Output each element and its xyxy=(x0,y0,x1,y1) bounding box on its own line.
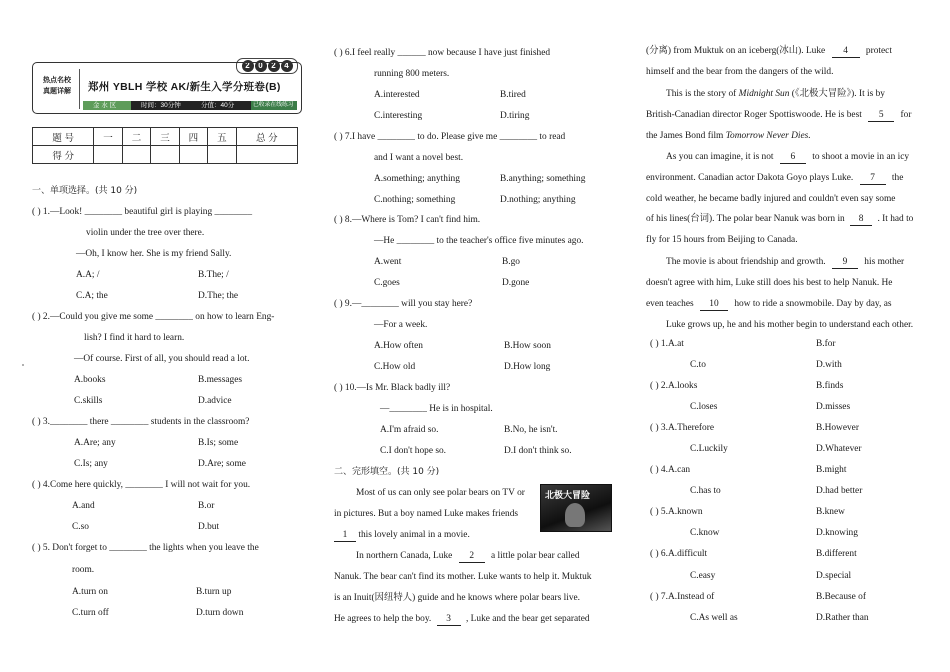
cloze-option: ( ) 3.A.Therefore xyxy=(650,423,715,433)
passage-text: He agrees to help the boy. xyxy=(334,614,432,624)
question-line: ( ) 6.I feel really ______ now because I have just finished xyxy=(334,48,551,58)
score-label: 分值：40分 xyxy=(201,102,235,109)
exam-title: 郑州 YBLH 学校 AK/新生入学分班卷(B) xyxy=(88,81,281,93)
option: A.interested xyxy=(374,90,420,100)
passage-line xyxy=(334,529,470,542)
cloze-option: D.Whatever xyxy=(816,444,862,454)
score-table xyxy=(32,127,298,164)
cloze-option: C.As well as xyxy=(690,613,738,623)
question-line: ( ) 7.I have ________ to do. Please give me ________ to read xyxy=(334,132,566,142)
cloze-option: D.Rather than xyxy=(816,613,869,623)
passage-text: . It had to xyxy=(877,214,914,224)
question-line: ( ) 10.—Is Mr. Black badly ill? xyxy=(334,383,451,393)
passage-line xyxy=(334,613,590,626)
option: A.books xyxy=(74,375,106,385)
option: B.No, he isn't. xyxy=(504,425,558,435)
cloze-option: D.with xyxy=(816,360,842,370)
question-line: ( ) 2.—Could you give me some ________ on how to learn Eng- xyxy=(32,312,275,322)
passage-line: Nanuk. The bear can't find its mother. Luke wants to help it. Muktuk xyxy=(334,572,592,582)
polar-bear-figure xyxy=(565,503,585,527)
option: D.How long xyxy=(504,362,551,372)
score-input-cell[interactable] xyxy=(94,146,122,164)
passage-line xyxy=(646,213,913,226)
cloze-option: B.Because of xyxy=(816,592,866,602)
passage-text: As you can imagine, it is not xyxy=(666,152,774,162)
tag-line: 热点名校 xyxy=(43,77,71,84)
passage-text: the xyxy=(891,173,904,183)
score-cell: 五 xyxy=(208,128,236,146)
score-cell: 题 号 xyxy=(33,128,94,146)
cloze-option: B.might xyxy=(816,465,847,475)
option: C.goes xyxy=(374,278,400,288)
passage-text: British-Canadian director Roger Spottiswoode. He is best xyxy=(646,110,862,120)
passage-line xyxy=(666,151,909,164)
score-input-cell[interactable] xyxy=(179,146,207,164)
passage-line: is an Inuit(因纽特人) guide and he knows where polar bears live. xyxy=(334,593,581,603)
score-cell: 一 xyxy=(94,128,122,146)
score-cell: 得 分 xyxy=(33,146,94,164)
option: C.interesting xyxy=(374,111,423,121)
cloze-option: C.loses xyxy=(690,402,718,412)
passage-text: In northern Canada, Luke xyxy=(356,551,453,561)
year-digit: 2 xyxy=(242,60,254,72)
passage-line: himself and the bear from the dangers of the wild. xyxy=(646,67,834,77)
cloze-option: C.easy xyxy=(690,571,716,581)
passage-line xyxy=(646,172,903,185)
passage-text: of his lines(台词). The polar bear Nanuk was born in xyxy=(646,214,845,224)
option: D.I don't think so. xyxy=(504,446,572,456)
blank-4[interactable]: 4 xyxy=(832,45,860,58)
cloze-option: C.has to xyxy=(690,486,721,496)
option: B.anything; something xyxy=(500,174,586,184)
blank-7[interactable]: 7 xyxy=(860,172,886,185)
option: C.A; the xyxy=(76,291,108,301)
cloze-option: ( ) 7.A.Instead of xyxy=(650,592,715,602)
passage-text: protect xyxy=(865,46,892,56)
blank-10[interactable]: 10 xyxy=(700,298,728,311)
passage-text: This is the story of xyxy=(666,89,737,99)
passage-text: to shoot a movie in an icy xyxy=(812,152,910,162)
option: C.Is; any xyxy=(74,459,108,469)
passage-line: cold weather, he became badly injured and couldn't even say some xyxy=(646,194,896,204)
cloze-option: C.Luckily xyxy=(690,444,728,454)
passage-line: fly for 15 hours from Beijing to Canada. xyxy=(646,235,798,245)
score-cell: 二 xyxy=(122,128,150,146)
option: D.advice xyxy=(198,396,232,406)
blank-8[interactable]: 8 xyxy=(850,213,872,226)
option: B.The; / xyxy=(198,270,229,280)
scan-dot xyxy=(22,364,24,366)
cloze-option: ( ) 2.A.looks xyxy=(650,381,698,391)
question-line: —Of course. First of all, you should read a lot. xyxy=(74,354,250,364)
option: A.Are; any xyxy=(74,438,116,448)
option: A.turn on xyxy=(72,587,108,597)
score-input-cell[interactable] xyxy=(236,146,297,164)
option: C.turn off xyxy=(72,608,109,618)
passage-text: even teaches xyxy=(646,299,694,309)
passage-text: (分离) from Muktuk on an iceberg(冰山). Luke xyxy=(646,46,826,56)
question-line: violin under the tree over there. xyxy=(86,228,205,238)
cloze-option: B.However xyxy=(816,423,859,433)
time-label: 时间：30分钟 xyxy=(141,102,181,109)
option: A.I'm afraid so. xyxy=(380,425,439,435)
option: C.so xyxy=(72,522,89,532)
year-digit: 0 xyxy=(255,60,267,72)
cloze-option: ( ) 6.A.difficult xyxy=(650,549,708,559)
option: B.or xyxy=(198,501,215,511)
question-line: lish? I find it hard to learn. xyxy=(84,333,185,343)
question-line: ( ) 9.—________ will you stay here? xyxy=(334,299,473,309)
cloze-option: D.misses xyxy=(816,402,851,412)
question-line: —He ________ to the teacher's office five minutes ago. xyxy=(374,236,584,246)
movie-title: Midnight Sun xyxy=(738,89,790,99)
year-digit: 2 xyxy=(268,60,280,72)
option: C.How old xyxy=(374,362,416,372)
score-cell: 四 xyxy=(179,128,207,146)
passage-line: Most of us can only see polar bears on TV or xyxy=(356,488,525,498)
passage-text: , Luke and the bear get separated xyxy=(465,614,590,624)
passage-line xyxy=(646,130,811,142)
blank-5[interactable]: 5 xyxy=(868,109,894,122)
passage-line xyxy=(666,88,885,100)
question-line: —________ He is in hospital. xyxy=(380,404,493,414)
section-title: 一、单项选择。(共 10 分) xyxy=(32,186,138,196)
passage-text: his mother xyxy=(864,257,905,267)
passage-line xyxy=(646,45,892,58)
option: A.A; / xyxy=(76,270,100,280)
option: B.messages xyxy=(198,375,243,385)
option: D.but xyxy=(198,522,220,532)
cloze-option: C.to xyxy=(690,360,706,370)
option: D.turn down xyxy=(196,608,244,618)
cloze-option: B.knew xyxy=(816,507,845,517)
option: D.tiring xyxy=(500,111,530,121)
online-label: 已收录在线练习 xyxy=(253,102,294,108)
passage-text: the James Bond film xyxy=(646,131,724,141)
passage-text: a little polar bear called xyxy=(491,551,580,561)
cloze-option: D.knowing xyxy=(816,528,858,538)
cloze-option: ( ) 4.A.can xyxy=(650,465,691,475)
movie-poster-image xyxy=(540,484,612,532)
option: A.went xyxy=(374,257,402,267)
cloze-option: D.special xyxy=(816,571,852,581)
cloze-option: D.had better xyxy=(816,486,863,496)
blank-2[interactable]: 2 xyxy=(459,550,485,563)
score-input-cell[interactable] xyxy=(122,146,150,164)
option: D.gone xyxy=(502,278,530,288)
option: B.turn up xyxy=(196,587,232,597)
passage-line xyxy=(646,298,892,311)
option: C.I don't hope so. xyxy=(380,446,447,456)
question-line: ( ) 4.Come here quickly, ________ I will not wait for you. xyxy=(32,480,251,490)
question-line: ( ) 8.—Where is Tom? I can't find him. xyxy=(334,215,481,225)
district-label: 金 水 区 xyxy=(93,102,117,109)
cloze-option: C.know xyxy=(690,528,720,538)
option: A.something; anything xyxy=(374,174,460,184)
blank-9[interactable]: 9 xyxy=(832,256,858,269)
score-input-cell[interactable] xyxy=(151,146,179,164)
option: D.nothing; anything xyxy=(500,195,576,205)
poster-caption: 北极大冒险 xyxy=(545,491,591,501)
hot-school-tag xyxy=(35,69,80,109)
passage-line xyxy=(356,550,580,563)
question-line: room. xyxy=(72,565,95,575)
cloze-option: ( ) 5.A.known xyxy=(650,507,703,517)
passage-text: this lovely animal in a movie. xyxy=(358,530,470,540)
cloze-option: ( ) 1.A.at xyxy=(650,339,684,349)
score-cell: 三 xyxy=(151,128,179,146)
option: A.How often xyxy=(374,341,423,351)
passage-text: how to ride a snowmobile. Day by day, as xyxy=(734,299,892,309)
option: A.and xyxy=(72,501,95,511)
question-line: and I want a novel best. xyxy=(374,153,464,163)
option: C.nothing; something xyxy=(374,195,456,205)
question-line: ( ) 1.—Look! ________ beautiful girl is playing ________ xyxy=(32,207,253,217)
question-line: running 800 meters. xyxy=(374,69,450,79)
cloze-option: B.for xyxy=(816,339,836,349)
cloze-option: B.different xyxy=(816,549,857,559)
passage-line: Luke grows up, he and his mother begin to understand each other. xyxy=(666,320,914,330)
tag-line: 真题详解 xyxy=(43,88,71,95)
option: B.How soon xyxy=(504,341,551,351)
blank-3[interactable]: 3 xyxy=(437,613,461,626)
blank-1[interactable]: 1 xyxy=(334,529,356,542)
score-input-cell[interactable] xyxy=(208,146,236,164)
option: D.Are; some xyxy=(198,459,246,469)
option: D.The; the xyxy=(198,291,239,301)
passage-text: for xyxy=(900,110,912,120)
passage-line: in pictures. But a boy named Luke makes friends xyxy=(334,509,519,519)
passage-line xyxy=(646,109,911,122)
option: B.tired xyxy=(500,90,526,100)
passage-line: doesn't agree with him, Luke still does his best to help Nanuk. He xyxy=(646,278,893,288)
blank-6[interactable]: 6 xyxy=(780,151,806,164)
score-table-header-row xyxy=(33,128,298,146)
option: C.skills xyxy=(74,396,103,406)
question-line: ( ) 5. Don't forget to ________ the lights when you leave the xyxy=(32,543,259,553)
passage-line xyxy=(666,256,904,269)
option: B.go xyxy=(502,257,520,267)
passage-text: The movie is about friendship and growth. xyxy=(666,257,826,267)
question-line: —Oh, I know her. She is my friend Sally. xyxy=(76,249,232,259)
score-table-score-row xyxy=(33,146,298,164)
question-line: ( ) 3.________ there ________ students in the classroom? xyxy=(32,417,250,427)
score-cell: 总 分 xyxy=(236,128,297,146)
exam-info-bar xyxy=(83,101,297,110)
question-line: —For a week. xyxy=(374,320,428,330)
option: B.Is; some xyxy=(198,438,239,448)
passage-text: environment. Canadian actor Dakota Goyo plays Luke. xyxy=(646,173,854,183)
exam-header xyxy=(32,62,302,114)
film-title: Tomorrow Never Dies. xyxy=(725,131,811,141)
cloze-option: B.finds xyxy=(816,381,844,391)
passage-text: (《北极大冒险》). It is by xyxy=(791,89,885,99)
section-title: 二、完形填空。(共 10 分) xyxy=(334,467,440,477)
year-digit: 4 xyxy=(281,60,293,72)
